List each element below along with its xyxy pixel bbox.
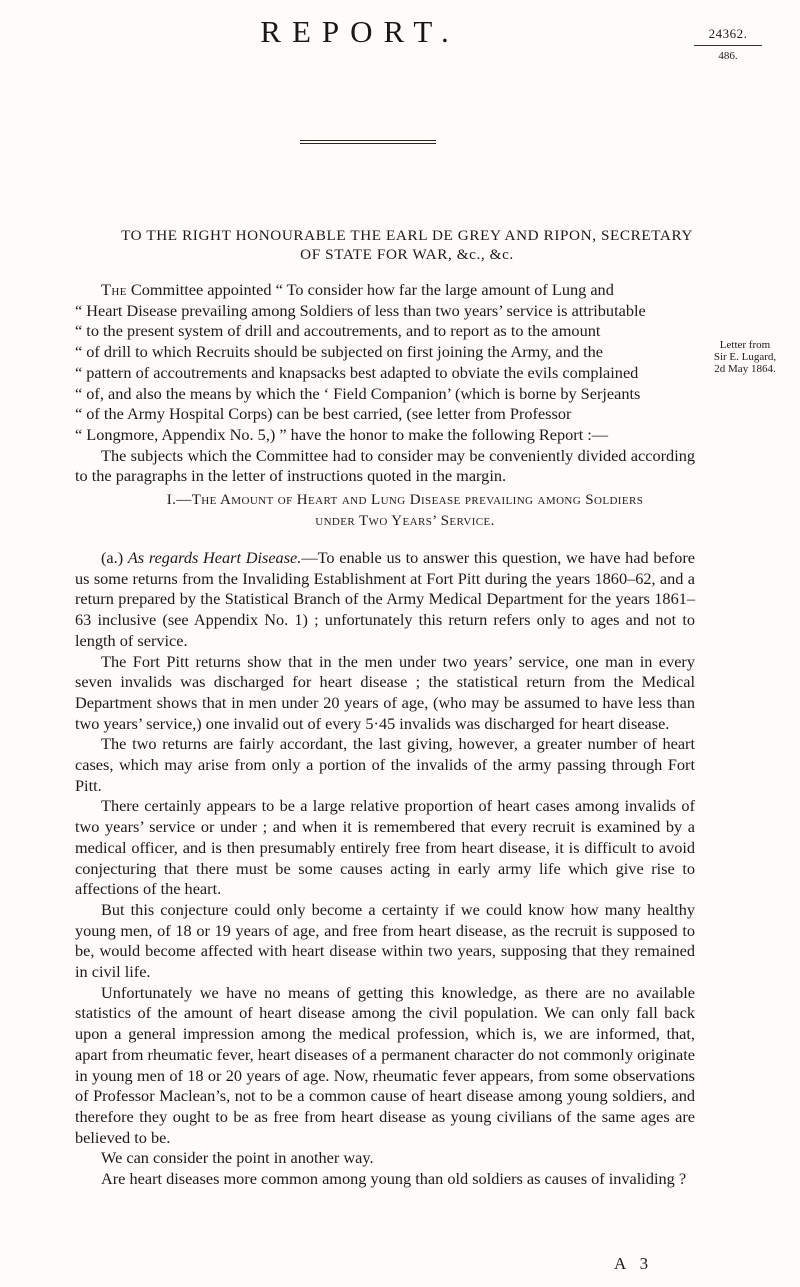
- main-body: [75, 548, 695, 1190]
- paragraph-question: Are heart diseases more common among young than old soldiers as causes of invaliding ?: [101, 1169, 687, 1189]
- quote-line: “ of the Army Hospital Corps) can be best carried, (see letter from Professor: [75, 404, 572, 424]
- paragraph-another-way: We can consider the point in another way.: [101, 1148, 374, 1168]
- reference-number: 24362.: [708, 26, 748, 41]
- paragraph-a-title: As regards Heart Disease.: [127, 548, 302, 567]
- paragraph-relative-proportion: There certainly appears to be a large relative proportion of heart cases among invalids of two years’ service or under ; and when it is remembered that every recruit is examined by a medical officer, and is then presumably entirely free from heart disease, it is difficult to avoid conjecturing that there must be some causes acting in early army life which give rise to affections of the heart.: [75, 796, 695, 899]
- paragraph-conjecture: But this conjecture could only become a certainty if we could know how many healthy young men, of 18 or 19 years of age, and free from heart disease, as the recruit is supposed to be, would become affected with heart disease within two years, supposing that they remained in civil life.: [75, 899, 695, 982]
- intro-paragraph: [75, 280, 695, 301]
- reference-block: [690, 26, 766, 62]
- addressee: [72, 226, 742, 264]
- intro-lead-word: The: [101, 280, 127, 299]
- reference-page: 486.: [718, 50, 738, 62]
- section-heading-line-1: I.—The Amount of Heart and Lung Disease prevailing among Soldiers: [166, 492, 644, 508]
- quote-line: “ Longmore, Appendix No. 5,) ” have the honor to make the following Report :—: [75, 424, 609, 444]
- section-heading-line-2: under Two Years’ Service.: [315, 513, 495, 529]
- double-rule-divider: [300, 140, 436, 146]
- margin-note-line-3: 2d May 1864.: [714, 363, 776, 375]
- section-heading: [80, 490, 730, 532]
- report-title: REPORT.: [260, 14, 460, 49]
- paragraph-a: [75, 548, 695, 652]
- subjects-paragraph: The subjects which the Committee had to consider may be conveniently divided according to the paragraphs in the letter of instructions quoted in the margin.: [75, 445, 695, 486]
- margin-note-line-2: Sir E. Lugard,: [713, 351, 777, 363]
- addressee-line-1: TO THE RIGHT HONOURABLE THE EARL DE GREY AND RIPON, SECRETARY: [121, 227, 693, 244]
- quote-line: “ to the present system of drill and accoutrements, and to report as to the amount: [75, 321, 601, 341]
- margin-note-line-1: Letter from: [719, 339, 771, 351]
- intro-block: [75, 280, 695, 487]
- intro-opening-text: Committee appointed “ To consider how far the large amount of Lung and: [126, 280, 614, 299]
- margin-note: [700, 339, 790, 375]
- quote-line: “ of drill to which Recruits should be subjected on first joining the Army, and the: [75, 342, 603, 362]
- quote-line: “ pattern of accoutrements and knapsacks best adapted to obviate the evils complained: [75, 362, 639, 382]
- reference-rule: [694, 45, 762, 46]
- quote-line: “ of, and also the means by which the ‘ Field Companion’ (which is borne by Serjeants: [75, 383, 641, 403]
- page-signature: A 3: [614, 1254, 654, 1273]
- addressee-line-2: OF STATE FOR WAR, &c., &c.: [300, 246, 514, 263]
- paragraph-fort-pitt-returns: The Fort Pitt returns show that in the men under two years’ service, one man in every seven invalids was discharged for heart disease ; the statistical return from the Medical Department shows that in men under 20 years of age, (who may be assumed to have less than two years’ service,) one invalid out of every 5·45 invalids was discharged for heart disease.: [75, 651, 695, 733]
- paragraph-a-label: (a.): [101, 548, 124, 567]
- paragraph-a-text: —To enable us to answer this question, we have had before us some returns from the Invaliding Establishment at Fort Pitt during the years 1860–62, and a return prepared by the Statistical Branch of the Army Medical Department for the years 1861–63 inclusive (see Appendix No. 1) ; unfortunately this return refers only to ages and not to length of service.: [75, 548, 695, 650]
- paragraph-no-statistics: Unfortunately we have no means of getting this knowledge, as there are no available statistics of the amount of heart disease among the civil population. We can only fall back upon a general impression among the medical profession, which is, we are informed, that, apart from rheumatic fever, heart diseases of a permanent character do not commonly originate in young men of 18 or 20 years of age. Now, rheumatic fever appears, from some observations of Professor Maclean’s, not to be a common cause of heart disease among young soldiers, and therefore they ought to be as free from heart disease as young civilians of the same ages are believed to be.: [75, 982, 695, 1147]
- quote-line: “ Heart Disease prevailing among Soldiers of less than two years’ service is attributable: [75, 300, 646, 320]
- paragraph-returns-accordant: The two returns are fairly accordant, the last giving, however, a greater number of heart cases, which may arise from only a portion of the invalids of the army passing through Fort Pitt.: [75, 734, 695, 795]
